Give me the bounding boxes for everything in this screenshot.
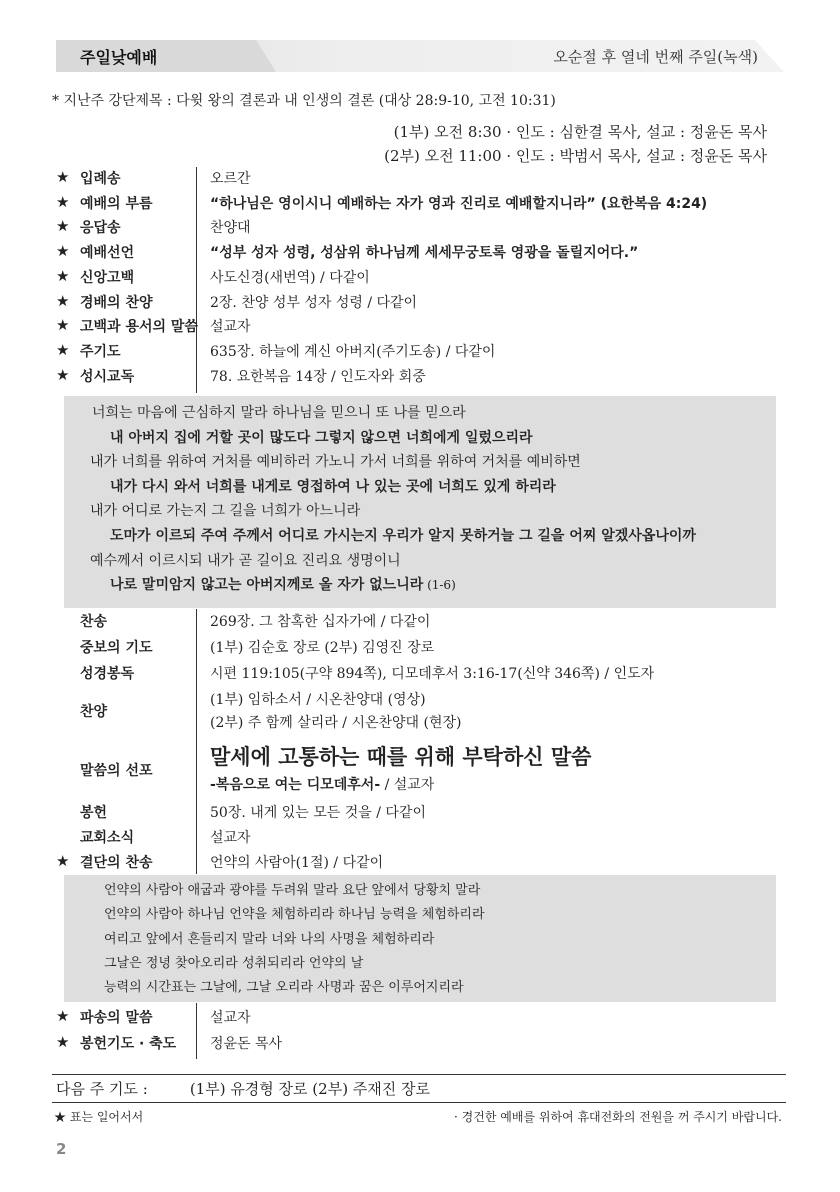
leader-line	[90, 550, 401, 570]
order-item	[56, 290, 786, 314]
page-title: 주일낮예배	[80, 48, 158, 67]
order-label: 성시교독	[80, 368, 135, 385]
standing-star-icon: ★	[56, 242, 70, 261]
sermon-subtitle	[210, 774, 434, 794]
order-label: 응답송	[80, 220, 121, 237]
service-1-info: (1부) 오전 8:30 · 인도 : 심한결 목사, 설교 : 정윤돈 목사	[393, 123, 767, 141]
next-week-value: (1부) 유경형 장로 (2부) 주재진 장로	[189, 1080, 431, 1098]
order-item	[56, 166, 786, 190]
next-week-prayer	[56, 1078, 430, 1099]
reading-text: 내 아버지 집에 거할 곳이 많도다 그렇지 않으면 너희에게 일렀으리라	[110, 429, 533, 446]
congregation-line	[110, 525, 696, 545]
order-value: (1부) 임하소서 / 시온찬양대 (영상)	[210, 692, 426, 708]
service-2-info: (2부) 오전 11:00 · 인도 : 박범서 목사, 설교 : 정윤돈 목사	[384, 147, 767, 165]
order-item	[56, 609, 786, 633]
order-value: “하나님은 영이시니 예배하는 자가 영과 진리로 예배할지니라” (요한복음 4:24)	[210, 195, 708, 212]
order-item	[56, 1005, 786, 1029]
reading-text: 너희는 마음에 근심하지 말라 하나님을 믿으니 또 나를 믿으라	[92, 405, 466, 421]
sermon-series: -복음으로 여는 디모데후서-	[210, 777, 381, 793]
leader-line	[90, 500, 360, 520]
order-item	[56, 191, 786, 215]
order-label: 말씀의 선포	[80, 763, 153, 779]
order-label: 예배의 부름	[80, 195, 153, 212]
reading-text: 나로 말미암지 않고는 아버지께로 올 자가 없느니라	[110, 577, 424, 594]
order-label: 신앙고백	[80, 269, 135, 286]
order-item	[56, 800, 786, 824]
page-number: 2	[56, 1140, 67, 1158]
page-header	[56, 40, 784, 72]
order-value: (2부) 주 함께 살리라 / 시온찬양대 (현장)	[210, 715, 462, 731]
standing-star-icon: ★	[56, 291, 70, 310]
order-value: 정윤돈 목사	[210, 1036, 283, 1052]
order-value: 설교자	[210, 1010, 251, 1026]
order-label: 찬송	[80, 614, 108, 630]
order-label: 중보의 기도	[80, 640, 153, 656]
order-value: 오르간	[210, 171, 251, 187]
standing-star-icon: ★	[56, 192, 70, 211]
order-value: (1부) 김순호 장로 (2부) 김영진 장로	[210, 640, 435, 656]
order-value: 설교자	[210, 830, 251, 846]
order-item	[56, 635, 786, 659]
standing-star-icon: ★	[56, 168, 70, 186]
order-value: 2장. 찬양 성부 성자 성령 / 다같이	[210, 294, 418, 311]
standing-star-icon: ★	[56, 1033, 70, 1051]
order-label: 교회소식	[80, 830, 135, 846]
verse-range: (1-6)	[423, 578, 456, 593]
order-label: 봉헌기도 · 축도	[80, 1036, 177, 1052]
order-value: 언약의 사람아(1절) / 다같이	[210, 855, 384, 871]
order-item	[56, 240, 786, 264]
phone-notice: · 경건한 예배를 위하여 휴대전화의 전원을 꺼 주시기 바랍니다.	[454, 1110, 782, 1124]
footer-divider	[52, 1102, 786, 1103]
page-subtitle: 오순절 후 열네 번째 주일(녹색)	[553, 48, 758, 66]
stand-note: ★ 표는 일어서서	[54, 1110, 144, 1124]
lyric-line: 그날은 정녕 찾아오리라 성취되리라 언약의 날	[104, 955, 364, 971]
order-item	[56, 265, 786, 289]
order-value: “성부 성자 성령, 성삼위 하나님께 세세무궁토록 영광을 돌릴지어다.”	[210, 245, 639, 262]
reading-text: 내가 너희를 위하여 거처를 예비하러 가노니 가서 너희를 위하여 거처를 예비하면	[90, 454, 581, 471]
order-label: 예배선언	[80, 245, 135, 262]
reading-text: 내가 어디로 가는지 그 길을 너희가 아느니라	[90, 503, 361, 520]
standing-star-icon: ★	[56, 316, 70, 335]
order-label: 찬양	[80, 704, 108, 720]
order-value: 설교자	[210, 319, 251, 336]
leader-line	[92, 402, 466, 422]
order-label: 성경봉독	[80, 666, 135, 682]
footer-divider	[52, 1074, 786, 1075]
order-item	[56, 364, 786, 388]
lyric-line: 언약의 사람아 애굽과 광야를 두려워 말라 요단 앞에서 당황치 말라	[104, 883, 481, 898]
order-value: 시편 119:105(구약 894쪽), 디모데후서 3:16-17(신약 346쪽) / 인도자	[210, 666, 655, 682]
order-item	[56, 825, 786, 849]
order-label: 경배의 찬양	[80, 294, 153, 311]
order-item	[56, 1031, 786, 1055]
congregation-line	[110, 427, 533, 447]
order-value: 50장. 내게 있는 모든 것을 / 다같이	[210, 805, 426, 821]
lyric-line: 여리고 앞에서 흔들리지 말라 너와 나의 사명을 체험하리라	[104, 931, 435, 947]
order-item	[56, 661, 786, 685]
order-value: 269장. 그 참혹한 십자가에 / 다같이	[210, 614, 431, 630]
order-label: 주기도	[80, 343, 121, 360]
order-item	[56, 339, 786, 363]
order-label: 입례송	[80, 171, 121, 187]
reading-text: 예수께서 이르시되 내가 곧 길이요 진리요 생명이니	[90, 552, 401, 569]
reading-text: 내가 다시 와서 너희를 내게로 영접하여 나 있는 곳에 너희도 있게 하리라	[110, 478, 556, 495]
lyric-line: 능력의 시간표는 그날에, 그날 오리라 사명과 꿈은 이루어지리라	[104, 980, 464, 996]
order-label: 봉헌	[80, 805, 108, 821]
order-item-anthem	[56, 687, 786, 737]
order-label: 고백과 용서의 말씀	[80, 319, 198, 336]
standing-star-icon: ★	[56, 852, 70, 870]
order-value: 78. 요한복음 14장 / 인도자와 회중	[210, 368, 426, 385]
order-value: 찬양대	[210, 220, 251, 237]
lyric-line: 언약의 사람아 하나님 언약을 체험하리라 하나님 능력을 체험하리라	[104, 907, 485, 923]
standing-star-icon: ★	[56, 217, 70, 236]
order-label: 결단의 찬송	[80, 855, 153, 871]
sermon-preacher: / 설교자	[380, 777, 435, 793]
reading-text: 도마가 이르되 주여 주께서 어디로 가시는지 우리가 알지 못하거늘 그 길을 어찌 알겠사옵나이까	[110, 528, 696, 544]
previous-sermon-note: * 지난주 강단제목 : 다윗 왕의 결론과 내 인생의 결론 (대상 28:9-10, 고전 10:31)	[52, 93, 556, 109]
order-label: 파송의 말씀	[80, 1010, 153, 1026]
order-item	[56, 314, 786, 338]
congregation-line	[110, 476, 556, 496]
sermon-title: 말세에 고통하는 때를 위해 부탁하신 말씀	[210, 745, 592, 769]
leader-line	[90, 451, 581, 471]
order-item	[56, 215, 786, 239]
order-item	[56, 850, 786, 874]
congregation-line	[110, 574, 456, 594]
next-week-label: 다음 주 기도 :	[56, 1080, 148, 1098]
standing-star-icon: ★	[56, 365, 70, 384]
standing-star-icon: ★	[56, 1007, 70, 1025]
order-value: 635장. 하늘에 계신 아버지(주기도송) / 다같이	[210, 343, 496, 360]
order-value: 사도신경(새번역) / 다같이	[210, 269, 370, 286]
standing-star-icon: ★	[56, 266, 70, 285]
standing-star-icon: ★	[56, 340, 70, 359]
